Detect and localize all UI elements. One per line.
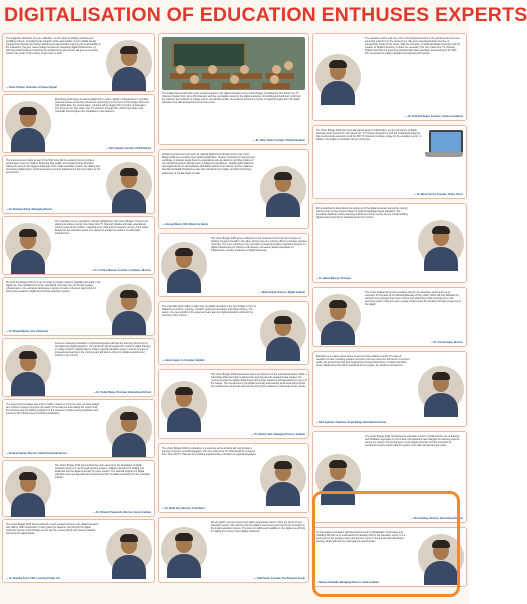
portrait-photo (106, 406, 152, 452)
quote-text: Embracing technology as well as digital hub in centre, digital in infrastructure in a mobile-powered lecture across the schools are upcoming in to the focus of the budget. Moreover with digital data, the central vision, students will be taught with a number of languages. The focus on the 'One class, One TV Channel' through PM e-VIDYA and other such proposals will strengthen the capabilities of the teachers. (55, 98, 150, 114)
portrait-photo (418, 220, 464, 266)
quote-card (312, 351, 467, 427)
quote-attribution: — Dr. Rohit Jain, Director, Foundation (162, 507, 206, 510)
quote-text: The most fitting that makes a major step on digital education is the new budget in form of National universities, granting, research works and innovation and online training. The sector - the new growth for the expected years ago and digital education will boost the economy of the country. (162, 305, 256, 318)
portrait-photo (5, 345, 51, 391)
quote-card (312, 287, 467, 347)
portrait-photo (5, 466, 51, 512)
quote-attribution: — Dr. Sandeep Singh, Managing Director (6, 208, 53, 211)
quote-attribution: — Ravi Agarwal, Chairman, Royal Bridge International School (316, 421, 387, 424)
quote-text: The Union budget has proved a positive step for the education sector and it is an extension of the ideas of the National Education Policy 2020, which will help facilitate the students and empower their lives in future and shall bring a high development in the upcoming years. It has now seen a great enhancement of education through a huge use of the digital. (365, 291, 461, 307)
quote-card (158, 33, 309, 145)
quote-text: We are glad to see the government taking progressive steps to have the whole of new education system. We welcome the formulation and recommend that the all innovation in the Indian education system. The focus on skilling and reskilling in the digital era will help in making the country more digitally advanced. (211, 521, 306, 534)
portrait-photo (315, 54, 361, 100)
quote-card (2, 94, 155, 153)
portrait-photo (161, 527, 207, 573)
quote-card (2, 33, 155, 92)
portrait-photo (161, 242, 207, 288)
quote-attribution: — Pradeep Kumar, Director, Kalindi Technical Service (6, 452, 67, 455)
quote-text: The announcement made as part of the Pilot force will be certainly help to provide a world-class content to children delivering high-quality and supplementing education. Taking into account the biggest challenge of the Indian education system, the skilling and developing digital sector, investments and economic advancement has been taken by the government. (6, 159, 101, 175)
quote-text: The Union Budget 2022 has much fast-paced ideas in E-Education, as the importance of digital education and investments. One Class One TV Channel programme with the multilingual channels that would provide education to all the 200 TV channels provides a huge for the education sector. In addition, the quality of education will go a long way. (316, 129, 422, 142)
quote-text: Education is a unique sector where investment has multiple benefits. The idea of education is often a leading question and how much we invest into this sector to improve quality, the government has also targeted the strong infrastructure in India's education sector. Digital university will be beneficial for the people, the students and learners. (316, 355, 410, 368)
portrait-photo (106, 528, 152, 574)
quote-text: The Union Budget 2022 announced, was a for welcome for the educational sector. While it has finally addressed and recognized the learning loss the pandemic has created, the need to develop the digital infrastructure and human resources will adequately be put on in the budget. The investments in the digital university and learning at all levels will promote the enhancement of access and learning among the students in rural areas of the country. (211, 373, 307, 389)
quote-attribution: — Dr. Shyam Menon, Vice Chancellor (6, 330, 49, 333)
quote-card (158, 149, 309, 229)
quote-card (312, 125, 467, 199)
quote-attribution: — Naveen Sarbadhi, Managing Director, Globe Institute (316, 581, 379, 584)
quote-text: The Union Budget 2022 has provided the much-needed impetus to the digital education and skilling. With introduction of many plans for students, and through the digital channels, and the Union Budget we can say the country will join the journey towards becoming the digital leader. (6, 523, 99, 536)
quote-card (2, 155, 155, 214)
quote-card (2, 277, 155, 336)
quote-card (158, 301, 309, 365)
portrait-photo (260, 166, 306, 212)
quote-card (312, 527, 467, 587)
quote-text: The budgetary allocation for your realisation, on the whole of knitting, teaching and upskilling citizens. Considering the situation of the vast swaths of your unfolds greatly impacted the forecast and further attaching job opportunities fostering the employability of the collections, the govt. saves budget focused on integrating digital infrastructure, by offering professionals and nurturing the initiatives the government will give an immense boost to the youth of the country to get better in work. (6, 37, 101, 56)
quote-text: The Union Budget 2022 recognizes the education system of India and the role of learning and facilitation especially in a time when the pandemic has changed the learning systems across the country. The strong focus on the digital university and the promotion of vocational courses would make the system more skill-oriented and job-ready. (365, 435, 460, 448)
quote-card (158, 369, 309, 439)
quote-attribution: — Dr. Krishna Sharma, Founder of Vedantu, Director (91, 269, 151, 272)
quote-card (312, 431, 467, 523)
quote-attribution: — Dr. Vikas Yadav, Founder, Global Education (252, 139, 305, 142)
portrait-photo (5, 223, 51, 269)
quote-attribution: — Paras Pandey, Chairman of Grapes Digital (6, 86, 57, 89)
portrait-photo (418, 366, 464, 412)
quote-card (2, 519, 155, 583)
quote-card (2, 216, 155, 275)
portrait-photo (418, 534, 464, 580)
quote-attribution: — Vidit Pande, Founder, The Blueprint Group (253, 577, 305, 580)
quote-text: The Union Budget 2022 for education is a welcome as the schools will now provide e-learning content in several languages. The One Class One TV Channel will be improved from 12 to 200 TV channels for providing supplementary education in regional languages. (162, 447, 257, 457)
quote-attribution: — Aarav Gupta, Co-Founder, EduHub (162, 359, 205, 362)
quote-text: We're delighted to know about the setting up of the digital university across the country, and the focus on the implementation of regional language-based education. The innovative digital and online learning environment in the country is sure to help building digital content learning for students across the country. (316, 207, 409, 220)
portrait-photo (161, 381, 207, 427)
quote-text: The budget has provided the much-needed impetus to the digital education in the Union Budget, providing the One Class One TV Channel program from 12 to 200 channels, and the new digital university, the digital ecosystem for skilling and livelihood. It will help the teachers and students to a large extent, and will also enable the students across the country to upskill and gain from the digital education and skill development across the sector. (162, 92, 301, 105)
quote-text: The Union Budget 2022 has touched the main element for the foundation of digital education and put on all through learning systems. Digital ecosystem for skilling and livelihood and the digital university for every student. The national program for digital education and new age skills and inspiring teachers to adapt innovations for the education industry. (55, 464, 151, 480)
quote-attribution: — Dr. Shivani Chaturvedi, Director, Career Institute (93, 511, 151, 514)
quote-card (158, 233, 309, 297)
laptop-illustration (425, 130, 463, 160)
quote-card (2, 460, 155, 517)
quote-attribution: — Dr. Hitesh Maurya, Principal (316, 277, 351, 280)
quote-card (312, 33, 467, 121)
quote-card (158, 443, 309, 513)
quote-card (158, 517, 309, 583)
quote-attribution: — Dr. Manoj Verma, Founder, Online Tutors (413, 193, 463, 196)
headline: DIGITALISATION OF EDUCATION ENTHUSES EXPERTS (4, 4, 527, 26)
quote-attribution: — Dr. Arvind Gupta, Director (430, 341, 463, 344)
portrait-photo (5, 101, 51, 147)
quote-text: Ambitious announcements such as national Digital Youth Employment in the Union Budget 2022 are a positive step towards digitization. Greater investment in learning and exchange of analysis would have the potential as well as platforms. E-Vidya policies of our educational and its effectiveness in Indigenous Academia – Digital health platforms and digital identity for all healthcare affordable treatment for citizens. Further, National Tele Mental Health Programme was also included in the budget, and that could bring awareness of mental health in India. (162, 153, 255, 175)
quote-text: The education sector was one of the most impacted sectors in the pandemic and we were expecting support from the Government. We were expecting flexible and free of bureaucratic model in this sector. With the formation of 'National Digital University' and the creation of Digital University, it shows the necessity. The One Class One TV Channel, Digital University is a great step towards high-class education and learning for all. With this, the access to quality education and learning will improve. (365, 37, 461, 56)
quote-attribution: — Dr. Avnindra Kapur, Founder, Universe Academy (405, 115, 463, 118)
quote-text: Focus on delivering education in regional languages will help the learning community by strengthening digital education. The pandemic has throughout the needs of digital learning to create content in additionally for India's regional education system, and the process of transactional learning in the coming years will also be driven by digital education and training in the country. (55, 342, 151, 358)
quote-attribution: — Dr. Manish Jain, Managing Director, Institute (251, 433, 305, 436)
portrait-photo (315, 294, 361, 340)
quote-attribution: — Dr. Deepika Sood, CEO, Learning Private Ltd (6, 577, 60, 580)
quote-attribution: — Preeti Dubey, Director, International School (410, 517, 463, 520)
quote-text: The important pivot in education is stands highlighting in the Union Budget. Those in the digital universities and the One Class One TV Channel initiative will make educational content reach all the children, reaching every child and the deepest corners of the nation. Budget for the education sector is in various to enable the creation of world-class infrastructure. (55, 220, 150, 236)
quote-card (2, 338, 155, 397)
quote-attribution: — Rahul Gupta, Director, Digital Institute (258, 291, 305, 294)
quote-card (2, 399, 155, 458)
portrait-photo (106, 162, 152, 208)
quote-attribution: — Anurag Dhami, CEO, Maxim by Hands (162, 223, 209, 226)
portrait-photo (106, 40, 152, 86)
quote-text: As the budget encourages, skill development and to digitalisation, Technology and Upskilling will help us to understand the paradigm shift in the education sector. It is a great step for the people to learn and become expert in the domain with skill-based learning, which will help the youth gain job opportunities. (316, 531, 406, 544)
portrait-photo (315, 454, 361, 500)
quote-text: We think the Budget 2022 is a box of model to prepare India for upskilling demands in the digital era. The establishment of the new Digital University, the Lok Pil and creative infrastructure in the education landscape is going to create to the level playing field. A great move towards a digital and inclusive education system. (6, 281, 101, 294)
quote-text: The Union Budget 2022 gives confidence to the business community as it focuses on building stronger strength in the value driving more ties and the efforts to increase people's response. The Govt. working on the promotion of supporting higher structures focused on digital infrastructure for citizens of all classes, increased capital expenditure on infrastructure, and the expansion of digital payments. (211, 237, 307, 253)
portrait-photo (260, 310, 306, 356)
quote-text: The government's budget saw a flow of skills' measures. From the past, we have looked at a number of steps to improve the quality of the learners and making the centre of all the schemes and the skilling programs for the students to build a strong foundation and improving the infrastructure of teaching institutions. (6, 403, 99, 416)
quote-attribution: — Dr. Vishal Talwar, Principal, International School (93, 391, 151, 394)
classroom-photo (162, 37, 305, 90)
quote-card (312, 203, 467, 283)
quote-attribution: — Jatin Sanwal, Founder, KGB Eduinfra (105, 147, 151, 150)
portrait-photo (106, 284, 152, 330)
portrait-photo (260, 455, 306, 501)
